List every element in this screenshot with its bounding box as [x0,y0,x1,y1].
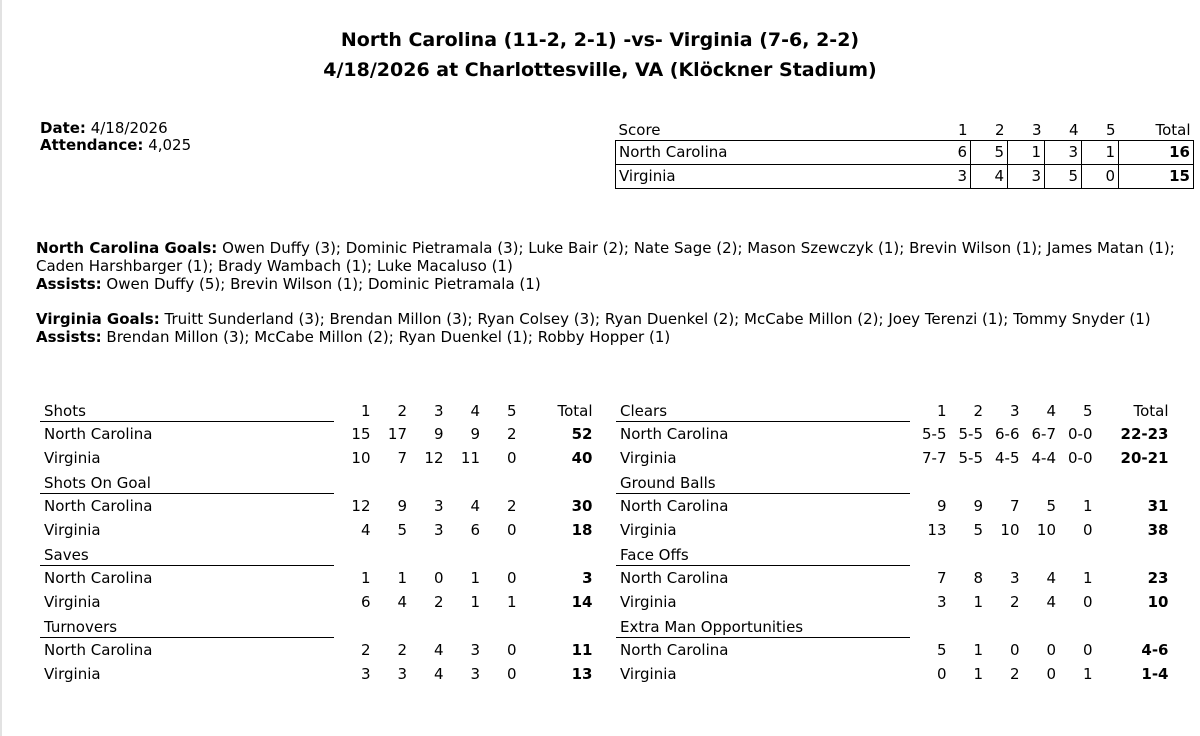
stat-row-north-carolina [616,566,1169,591]
period-value: 6 [470,521,480,539]
stat-title: Extra Man Opportunities [616,614,910,638]
period-header: 1 [360,402,371,421]
stat-row-virginia [616,590,1169,614]
total-value: 22-23 [1120,424,1169,443]
team-name: Virginia [44,593,101,611]
stat-header-shots-on-goal [40,470,593,494]
unc-goals [36,239,1176,275]
period-header [1056,470,1093,494]
period-header: 5 [506,402,517,421]
period-value: 1 [506,593,517,611]
total-value: 52 [571,424,593,443]
period-header: 3 [1009,402,1020,421]
period-header: 4 [1045,120,1082,141]
team-name: Virginia [620,449,677,467]
stat-row-north-carolina [40,422,593,447]
period-value: 1 [1082,568,1093,587]
period-score: 3 [934,165,971,189]
period-header: 5 [1082,120,1119,141]
period-value: 3 [936,593,947,611]
period-value: 3 [397,665,407,683]
total-value: 4-6 [1141,640,1169,659]
period-value: 1 [1082,665,1093,683]
period-value: 0 [1009,640,1020,659]
period-value: 2 [433,593,444,611]
attendance-value: 4,025 [148,136,192,154]
stat-row-virginia [40,662,593,686]
period-value: 2 [360,640,371,659]
period-value: 0 [506,640,517,659]
period-value: 0-0 [1068,424,1093,443]
stat-row-virginia [616,518,1169,542]
period-value: 1 [360,568,371,587]
game-info [40,120,191,154]
period-header [371,614,408,638]
period-value: 0 [433,568,444,587]
period-header: 2 [971,120,1008,141]
period-header [480,470,517,494]
period-value: 0 [506,665,517,683]
period-value: 4 [470,496,480,515]
period-value: 9 [470,424,480,443]
period-value: 3 [470,640,480,659]
total-score: 16 [1119,141,1194,165]
period-header [371,542,408,566]
team-name: North Carolina [44,641,153,659]
total-value: 20-21 [1120,449,1169,467]
period-header [910,470,947,494]
page-left-border [0,0,2,736]
total-header [517,542,593,566]
period-header [480,614,517,638]
period-header [371,470,408,494]
uva-goals-list: Truitt Sunderland (3); Brendan Millon (3); Ryan Colsey (3); Ryan Duenkel (2); McCabe Millon (2); Joey Terenzi (1); Tommy Snyder (1) [164,310,1151,328]
period-header: 4 [1046,402,1056,421]
period-value: 4 [1046,593,1056,611]
period-header [1020,542,1057,566]
period-header [1056,614,1093,638]
stat-header-extra-man-opportunities [616,614,1169,638]
period-value: 6-7 [1031,424,1056,443]
period-header: 3 [1008,120,1045,141]
period-value: 0 [506,449,517,467]
period-value: 0 [506,521,517,539]
stat-header-face-offs [616,542,1169,566]
period-score: 1 [1082,141,1119,165]
total-value: 13 [571,665,593,683]
period-header [910,542,947,566]
team-name: Virginia [44,449,101,467]
period-value: 9 [397,496,407,515]
attendance-label: Attendance: [40,136,144,154]
period-value: 4 [433,640,444,659]
score-title: Score [616,120,935,141]
period-header: 2 [397,402,407,421]
period-value: 7 [936,568,947,587]
period-value: 4-4 [1031,449,1056,467]
stat-row-virginia [40,446,593,470]
period-score: 5 [971,141,1008,165]
total-value: 11 [571,640,593,659]
period-value: 3 [433,496,444,515]
stat-title: Shots [40,401,334,422]
period-value: 0 [506,568,517,587]
stat-row-north-carolina [616,638,1169,663]
date-value: 4/18/2026 [90,119,168,137]
total-value: 23 [1147,568,1169,587]
period-header [407,470,444,494]
total-value: 14 [571,593,593,611]
period-value: 5 [936,640,947,659]
team-name: Virginia [620,593,677,611]
period-header [334,470,371,494]
total-value: 30 [571,496,593,515]
period-value: 0 [936,665,947,683]
period-header: 1 [934,120,971,141]
stats-table-left [40,401,593,686]
stat-row-north-carolina [616,422,1169,447]
period-header: 5 [1082,402,1093,421]
period-value: 4 [1046,568,1056,587]
total-value: 31 [1147,496,1169,515]
period-score: 0 [1082,165,1119,189]
period-value: 6 [360,593,371,611]
period-header [983,542,1020,566]
uva-scoring-summary [36,310,1176,346]
period-value: 2 [506,424,517,443]
unc-assists-list: Owen Duffy (5); Brevin Wilson (1); Dominic Pietramala (1) [106,275,541,293]
stat-header-ground-balls [616,470,1169,494]
period-value: 9 [973,496,983,515]
period-value: 10 [351,449,371,467]
period-header [947,470,984,494]
team-name: North Carolina [620,425,729,443]
period-value: 15 [351,424,371,443]
total-value: 1-4 [1141,665,1169,683]
score-table [615,120,1194,189]
period-header [947,614,984,638]
period-header [444,542,481,566]
period-value: 1 [397,568,407,587]
period-score: 3 [1045,141,1082,165]
team-name: North Carolina [620,569,729,587]
period-value: 0 [1082,640,1093,659]
period-value: 0 [1046,665,1056,683]
stat-header-turnovers [40,614,593,638]
period-value: 1 [470,568,480,587]
period-value: 3 [433,521,444,539]
period-header [983,470,1020,494]
team-name: North Carolina [616,141,935,165]
team-name: North Carolina [620,497,729,515]
total-header: Total [557,402,593,421]
score-row-north-carolina [616,141,1194,165]
period-value: 5 [973,521,983,539]
stat-header-shots [40,401,593,422]
period-value: 2 [506,496,517,515]
stats-table-right [616,401,1169,686]
period-value: 7-7 [922,449,947,467]
period-value: 9 [936,496,947,515]
period-header [407,614,444,638]
period-value: 11 [460,449,480,467]
period-header: 1 [936,402,947,421]
period-header [334,614,371,638]
total-header: Total [1119,120,1194,141]
period-value: 3 [1009,568,1020,587]
uva-goals [36,310,1176,328]
team-name: Virginia [620,521,677,539]
period-value: 2 [397,640,407,659]
period-score: 3 [1008,165,1045,189]
total-header [517,614,593,638]
period-value: 5 [397,521,407,539]
period-header [983,614,1020,638]
stat-row-north-carolina [40,566,593,591]
period-value: 1 [973,640,983,659]
period-value: 8 [973,568,983,587]
total-value: 10 [1147,593,1169,611]
period-value: 5 [1046,496,1056,515]
period-value: 2 [1009,665,1020,683]
total-header [1093,614,1169,638]
period-value: 10 [1036,521,1056,539]
period-value: 12 [351,496,371,515]
stat-row-north-carolina [40,494,593,519]
stat-header-clears [616,401,1169,422]
period-value: 4-5 [995,449,1020,467]
period-header [334,542,371,566]
team-name: North Carolina [44,425,153,443]
total-header [1093,542,1169,566]
total-value: 3 [582,568,593,587]
date-line [40,120,191,137]
page-title: North Carolina (11-2, 2-1) -vs- Virginia (7-6, 2-2) [340,29,860,51]
period-header: 2 [973,402,983,421]
total-value: 40 [571,449,593,467]
total-value: 38 [1147,521,1169,539]
stat-row-virginia [616,662,1169,686]
team-name: Virginia [620,665,677,683]
stat-title: Ground Balls [616,470,910,494]
stat-title: Clears [616,401,910,422]
unc-goals-label: North Carolina Goals: [36,239,218,257]
uva-assists-label: Assists: [36,328,102,346]
team-name: Virginia [44,665,101,683]
period-header [947,542,984,566]
period-score: 6 [934,141,971,165]
period-value: 12 [424,449,444,467]
period-score: 5 [1045,165,1082,189]
total-value: 18 [571,521,593,539]
period-header [1056,542,1093,566]
stat-title: Saves [40,542,334,566]
period-value: 1 [973,593,983,611]
period-value: 6-6 [995,424,1020,443]
team-name: North Carolina [620,641,729,659]
unc-goals-list: Owen Duffy (3); Dominic Pietramala (3); Luke Bair (2); Nate Sage (2); Mason Szewczyk (1); Brevin Wilson (1); James Matan (1); Caden Harshbarger (1); Brady Wambach (1); Luke Macaluso (1) [36,239,1175,275]
unc-scoring-summary [36,239,1176,293]
stat-row-north-carolina [40,638,593,663]
stat-title: Turnovers [40,614,334,638]
period-value: 0 [1082,593,1093,611]
date-label: Date: [40,119,86,137]
period-header [444,614,481,638]
period-value: 0 [1046,640,1056,659]
stat-row-virginia [40,590,593,614]
score-row-virginia [616,165,1194,189]
period-value: 4 [433,665,444,683]
period-value: 5-5 [958,449,983,467]
period-score: 1 [1008,141,1045,165]
period-value: 1 [470,593,480,611]
period-value: 4 [360,521,371,539]
period-header [407,542,444,566]
period-value: 4 [397,593,407,611]
period-value: 1 [1082,496,1093,515]
period-value: 2 [1009,593,1020,611]
uva-assists-list: Brendan Millon (3); McCabe Millon (2); Ryan Duenkel (1); Robby Hopper (1) [106,328,671,346]
score-header-row [616,120,1194,141]
period-value: 5-5 [922,424,947,443]
unc-assists-label: Assists: [36,275,102,293]
stat-title: Shots On Goal [40,470,334,494]
uva-goals-label: Virginia Goals: [36,310,160,328]
total-score: 15 [1119,165,1194,189]
period-value: 7 [1009,496,1020,515]
period-header [1020,614,1057,638]
period-value: 1 [973,665,983,683]
period-value: 13 [927,521,947,539]
period-value: 3 [470,665,480,683]
stat-header-saves [40,542,593,566]
stat-row-virginia [40,518,593,542]
period-header [910,614,947,638]
page-subtitle: 4/18/2026 at Charlottesville, VA (Klöckner Stadium) [323,59,877,81]
period-score: 4 [971,165,1008,189]
stat-title: Face Offs [616,542,910,566]
period-header: 3 [433,402,444,421]
period-header [444,470,481,494]
period-value: 10 [1000,521,1020,539]
total-header [1093,470,1169,494]
team-name: Virginia [616,165,935,189]
total-header [517,470,593,494]
unc-assists [36,275,1176,293]
team-name: Virginia [44,521,101,539]
uva-assists [36,328,1176,346]
total-header: Total [1133,402,1169,421]
period-value: 3 [360,665,371,683]
period-value: 9 [433,424,444,443]
period-value: 17 [387,424,407,443]
attendance-line [40,137,191,154]
period-value: 5-5 [958,424,983,443]
stat-row-north-carolina [616,494,1169,519]
period-value: 0-0 [1068,449,1093,467]
stat-row-virginia [616,446,1169,470]
period-header [1020,470,1057,494]
period-value: 0 [1082,521,1093,539]
period-value: 7 [397,449,407,467]
team-name: North Carolina [44,497,153,515]
period-header: 4 [470,402,480,421]
team-name: North Carolina [44,569,153,587]
period-header [480,542,517,566]
